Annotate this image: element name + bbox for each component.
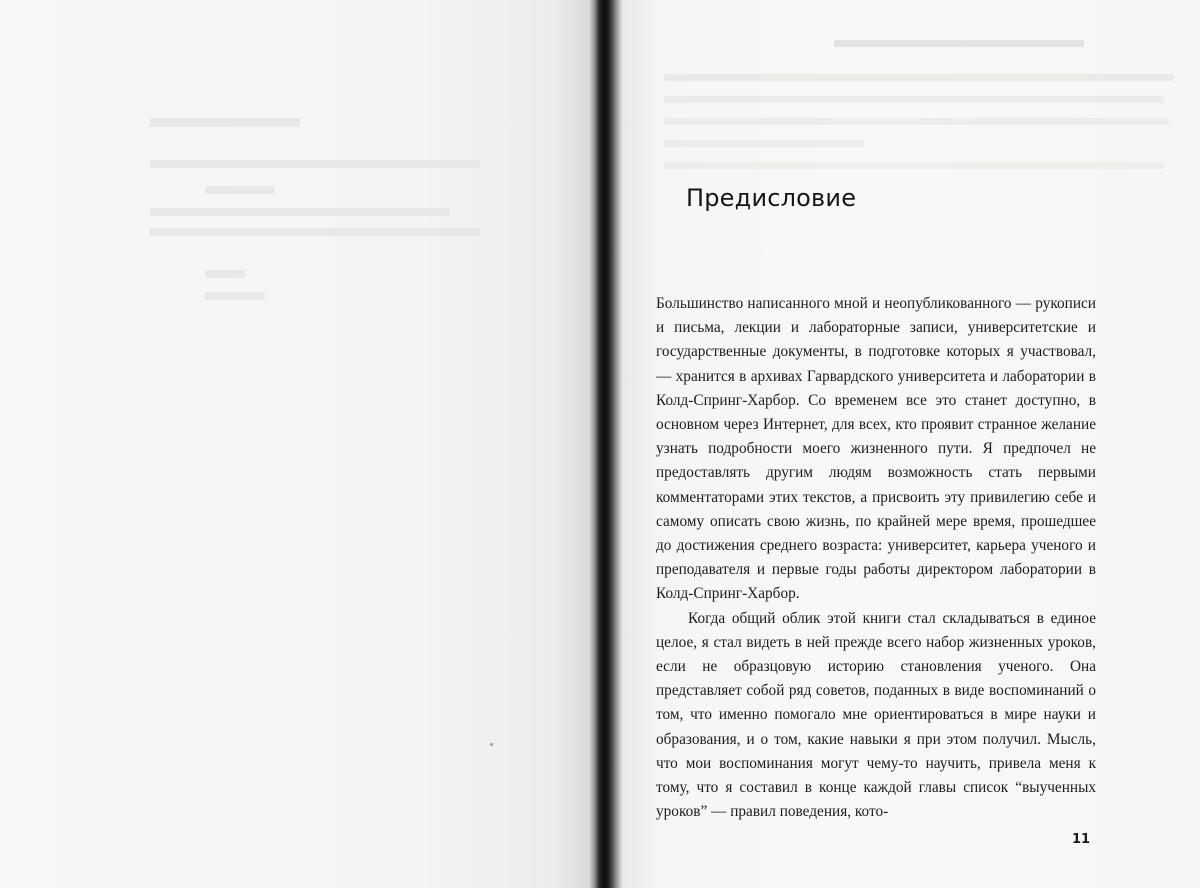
page-number: 11	[1072, 832, 1091, 847]
paper-speck	[490, 743, 493, 746]
paragraph-2: Когда общий облик этой книги стал складываться в единое целое, я стал видеть в ней прежде всего набор жизненных уроков, если не образцовую историю становления ученого. Она представляет собой ряд советов, поданных в виде воспоминаний о том, что именно помогало мне ориентироваться в мире науки и образования, и о том, какие навыки я при этом получил. Мысль, что мои воспоминания могут чему-то научить, привела меня к тому, что я составил в конце каждой главы список “выученных уроков” — правил поведения, кото-	[656, 609, 1096, 821]
bleed-through-line	[664, 162, 1164, 169]
bleed-through-mark	[150, 160, 480, 168]
bleed-through-mark	[205, 186, 275, 194]
bleed-through-line	[664, 74, 1174, 81]
bleed-through-line	[664, 140, 864, 147]
chapter-title: Предисловие	[686, 184, 857, 212]
bleed-through-mark	[150, 118, 300, 127]
bleed-through-line	[664, 118, 1169, 125]
bleed-through-mark	[205, 270, 245, 278]
bleed-through-mark	[205, 292, 265, 300]
bleed-through-mark	[150, 228, 480, 236]
left-page-blank	[0, 0, 596, 888]
body-text	[656, 292, 1096, 824]
running-head-bleed	[834, 40, 1084, 47]
book-binding	[590, 0, 624, 888]
bleed-through-mark	[150, 208, 450, 216]
paragraph-1: Большинство написанного мной и неопубликованного — рукописи и письма, лекции и лабораторные записи, университетские и государственные документы, в подготовке которых я участвовал, — хранится в архивах Гарвардского университета и лаборатории в Колд-Спринг-Харбор. Со временем все это станет доступно, в основном через Интернет, для всех, кто проявит странное желание узнать подробности моего жизненного пути. Я предпочел не предоставлять другим людям возможность стать первыми комментаторами этих текстов, а присвоить эту привилегию себе и самому описать свою жизнь, по крайней мере время, прошедшее до достижения среднего возраста: университет, карьера ученого и преподавателя и первые годы работы директором лаборатории в Колд-Спринг-Харбор.	[656, 295, 1096, 603]
bleed-through-line	[664, 96, 1164, 103]
